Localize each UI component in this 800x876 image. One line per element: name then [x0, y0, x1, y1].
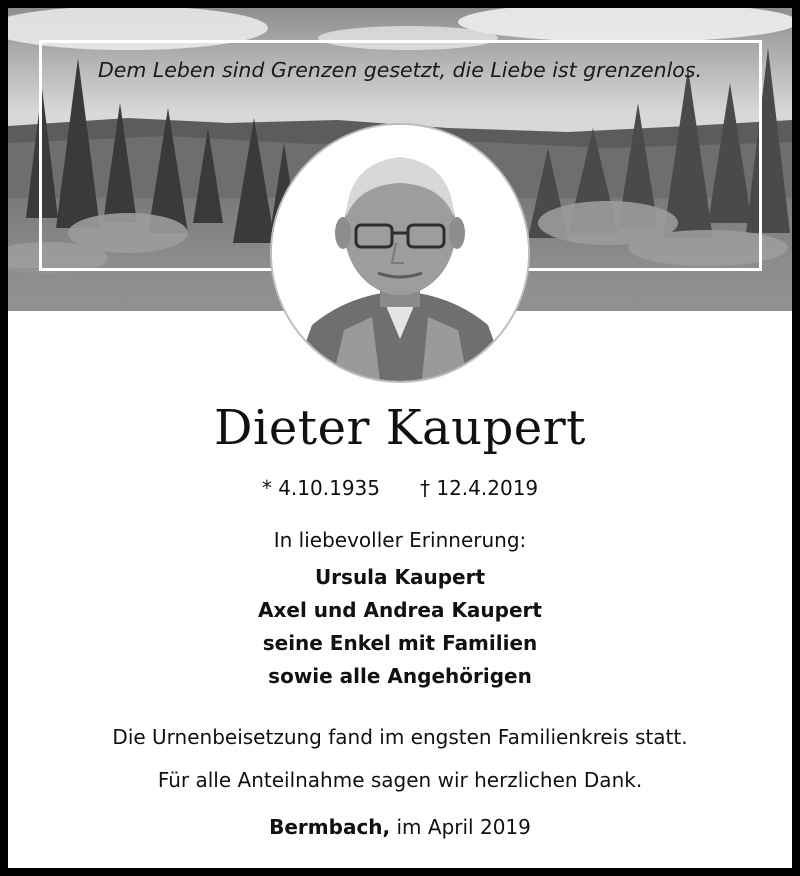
motto-quote: Dem Leben sind Grenzen gesetzt, die Liebe ist grenzenlos.	[97, 58, 703, 82]
mourner-name: Axel und Andrea Kaupert	[258, 598, 542, 622]
mourner-name: Ursula Kaupert	[314, 565, 486, 589]
burial-note: Die Urnenbeisetzung fand im engsten Familienkreis statt.	[112, 725, 688, 749]
thanks-note: Für alle Anteilnahme sagen wir herzlichen Dank.	[157, 768, 643, 792]
remembrance-intro: In liebevoller Erinnerung:	[273, 528, 527, 552]
signoff-date: im April 2019	[396, 815, 531, 839]
life-dates	[8, 476, 792, 500]
birth-date: * 4.10.1935	[261, 476, 380, 500]
mourners-list	[8, 561, 792, 693]
deceased-name: Dieter Kaupert	[214, 400, 586, 456]
signoff	[8, 815, 792, 839]
death-date: † 12.4.2019	[420, 476, 539, 500]
portrait-photo-of-deceased	[270, 123, 530, 383]
signoff-place: Bermbach,	[269, 815, 391, 839]
obituary-card	[8, 8, 792, 868]
mourner-name: sowie alle Angehörigen	[268, 664, 532, 688]
mourner-name: seine Enkel mit Familien	[262, 631, 538, 655]
